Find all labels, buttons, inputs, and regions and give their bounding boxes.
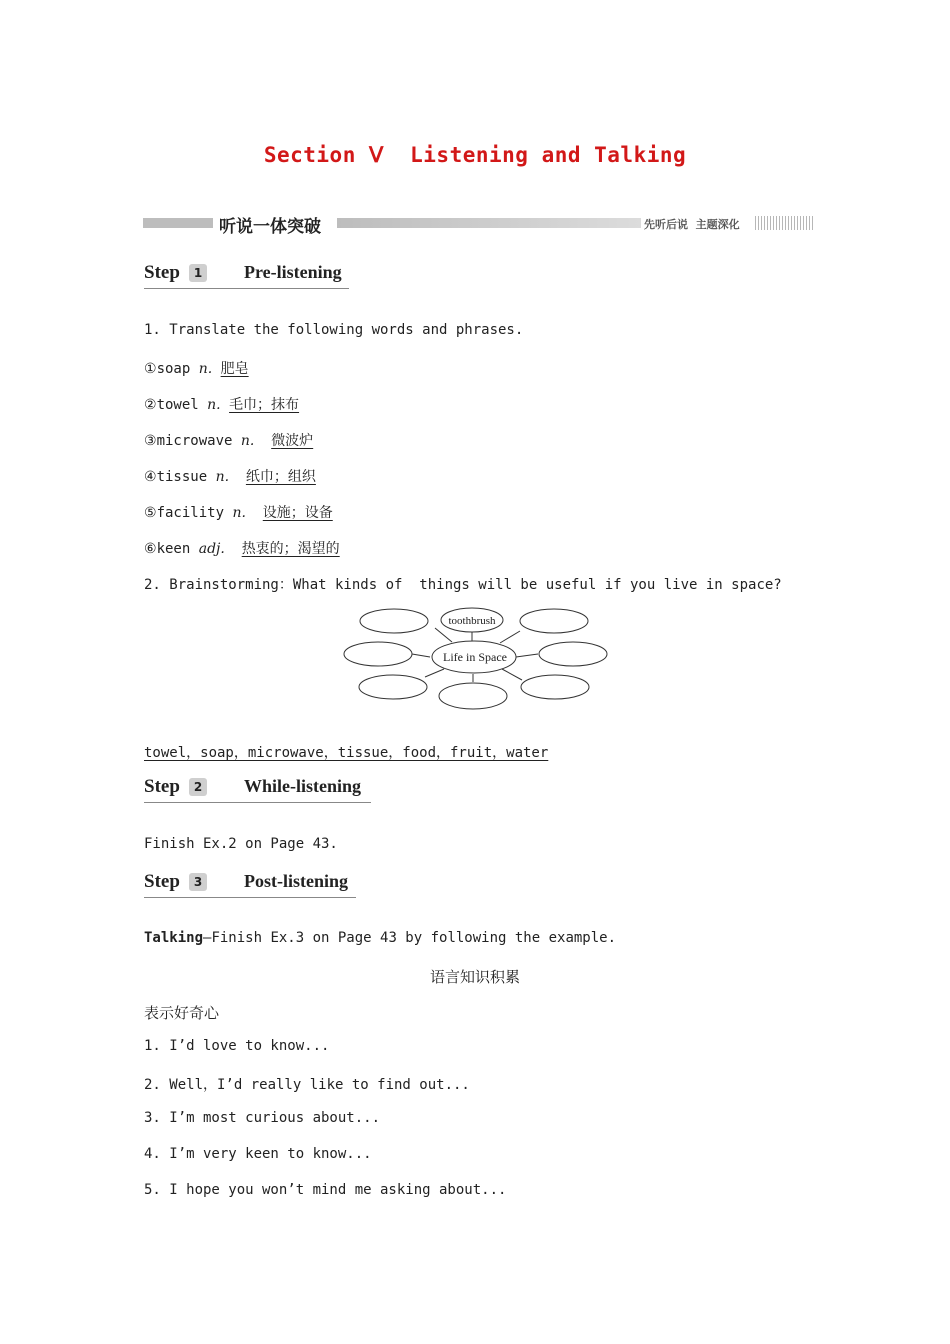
step-number-badge: 3 bbox=[189, 873, 207, 891]
vocab-mark: ② bbox=[144, 397, 157, 413]
banner-heading: 听说一体突破 bbox=[215, 212, 325, 237]
mind-map-diagram bbox=[340, 604, 610, 712]
mind-map-blank-node bbox=[360, 609, 428, 633]
knowledge-subheading: 表示好奇心 bbox=[144, 1004, 220, 1022]
talking-text: —Finish Ex.3 on Page 43 by following the example. bbox=[203, 930, 617, 946]
vocab-pos: n. bbox=[198, 361, 213, 377]
vocab-word: microwave bbox=[156, 433, 233, 449]
vocab-pos: adj. bbox=[198, 541, 225, 557]
mind-map-blank-node bbox=[439, 683, 507, 709]
vocab-word: tissue bbox=[156, 469, 208, 485]
mind-map-connector bbox=[425, 669, 444, 677]
vocab-word: towel bbox=[156, 397, 199, 413]
mind-map-connector bbox=[502, 669, 522, 680]
mind-map-blank-node bbox=[521, 675, 589, 699]
vocab-mark: ① bbox=[144, 361, 157, 377]
vocab-answer: 设施；设备 bbox=[262, 505, 333, 521]
mind-map-connector bbox=[435, 628, 452, 642]
vocab-answer: 纸巾；组织 bbox=[245, 469, 316, 485]
step-name: Pre-listening bbox=[244, 262, 342, 282]
vocab-word: soap bbox=[156, 361, 191, 377]
vocab-item bbox=[144, 502, 333, 522]
vocab-mark: ④ bbox=[144, 469, 157, 485]
section-banner bbox=[143, 212, 813, 236]
mind-map-connector bbox=[500, 631, 520, 643]
vocab-item bbox=[144, 466, 316, 486]
mind-map-blank-node bbox=[344, 642, 412, 666]
banner-tag: 先听后说 主题深化 bbox=[641, 216, 743, 232]
step-name: While-listening bbox=[244, 776, 362, 796]
mind-map-blank-node bbox=[520, 609, 588, 633]
mind-map-blank-node bbox=[539, 642, 607, 666]
step-number-badge: 1 bbox=[189, 264, 207, 282]
banner-hatch bbox=[755, 216, 813, 230]
knowledge-item: 4. I’m very keen to know... bbox=[144, 1146, 372, 1162]
vocab-item bbox=[144, 538, 340, 558]
step-number-badge: 2 bbox=[189, 778, 207, 796]
mind-map-connector bbox=[412, 654, 430, 657]
vocab-pos: n. bbox=[232, 505, 246, 521]
knowledge-item: 3. I’m most curious about... bbox=[144, 1110, 381, 1126]
talking-instruction bbox=[144, 930, 616, 946]
vocab-pos: n. bbox=[207, 397, 221, 413]
step-label: Step bbox=[144, 262, 180, 283]
mind-map-connector bbox=[516, 654, 538, 657]
mind-map-blank-node bbox=[359, 675, 427, 699]
section-title: Section Ⅴ Listening and Talking bbox=[263, 143, 687, 167]
vocab-answer: 热衷的；渴望的 bbox=[241, 541, 340, 557]
vocab-word: facility bbox=[156, 505, 224, 521]
step1-header bbox=[144, 260, 349, 289]
step2-header bbox=[144, 774, 371, 803]
knowledge-item: 2. Well，I’d really like to find out... bbox=[144, 1077, 470, 1093]
talking-label: Talking bbox=[144, 930, 204, 946]
step1-question2: 2. Brainstorming：What kinds of things will be useful if you live in space? bbox=[144, 577, 782, 593]
banner-bar-left bbox=[143, 218, 213, 228]
vocab-mark: ⑤ bbox=[144, 505, 157, 521]
step1-question1: 1. Translate the following words and phrases. bbox=[144, 322, 524, 338]
vocab-mark: ⑥ bbox=[144, 541, 157, 557]
vocab-answer: 微波炉 bbox=[271, 433, 314, 449]
vocab-word: keen bbox=[156, 541, 191, 557]
step2-text: Finish Ex.2 on Page 43. bbox=[144, 836, 338, 852]
vocab-pos: n. bbox=[215, 469, 230, 485]
vocab-answer: 毛巾；抹布 bbox=[229, 397, 300, 413]
vocab-item bbox=[144, 394, 299, 414]
step-name: Post-listening bbox=[244, 871, 349, 891]
step-label: Step bbox=[144, 776, 180, 797]
knowledge-item: 5. I hope you won’t mind me asking about... bbox=[144, 1182, 507, 1198]
vocab-pos: n. bbox=[240, 433, 255, 449]
knowledge-heading: 语言知识积累 bbox=[429, 968, 520, 986]
vocab-mark: ③ bbox=[144, 433, 157, 449]
step-label: Step bbox=[144, 871, 180, 892]
step3-header bbox=[144, 869, 356, 898]
vocab-answer: 肥皂 bbox=[220, 361, 249, 377]
knowledge-item: 1. I’d love to know... bbox=[144, 1038, 330, 1054]
vocab-item bbox=[144, 358, 249, 378]
mind-map-top-label: toothbrush bbox=[448, 615, 496, 627]
vocab-item bbox=[144, 430, 313, 450]
step1-answer: towel，soap，microwave，tissue，food，fruit，water bbox=[144, 745, 549, 761]
mind-map-center-label: Life in Space bbox=[443, 650, 507, 664]
